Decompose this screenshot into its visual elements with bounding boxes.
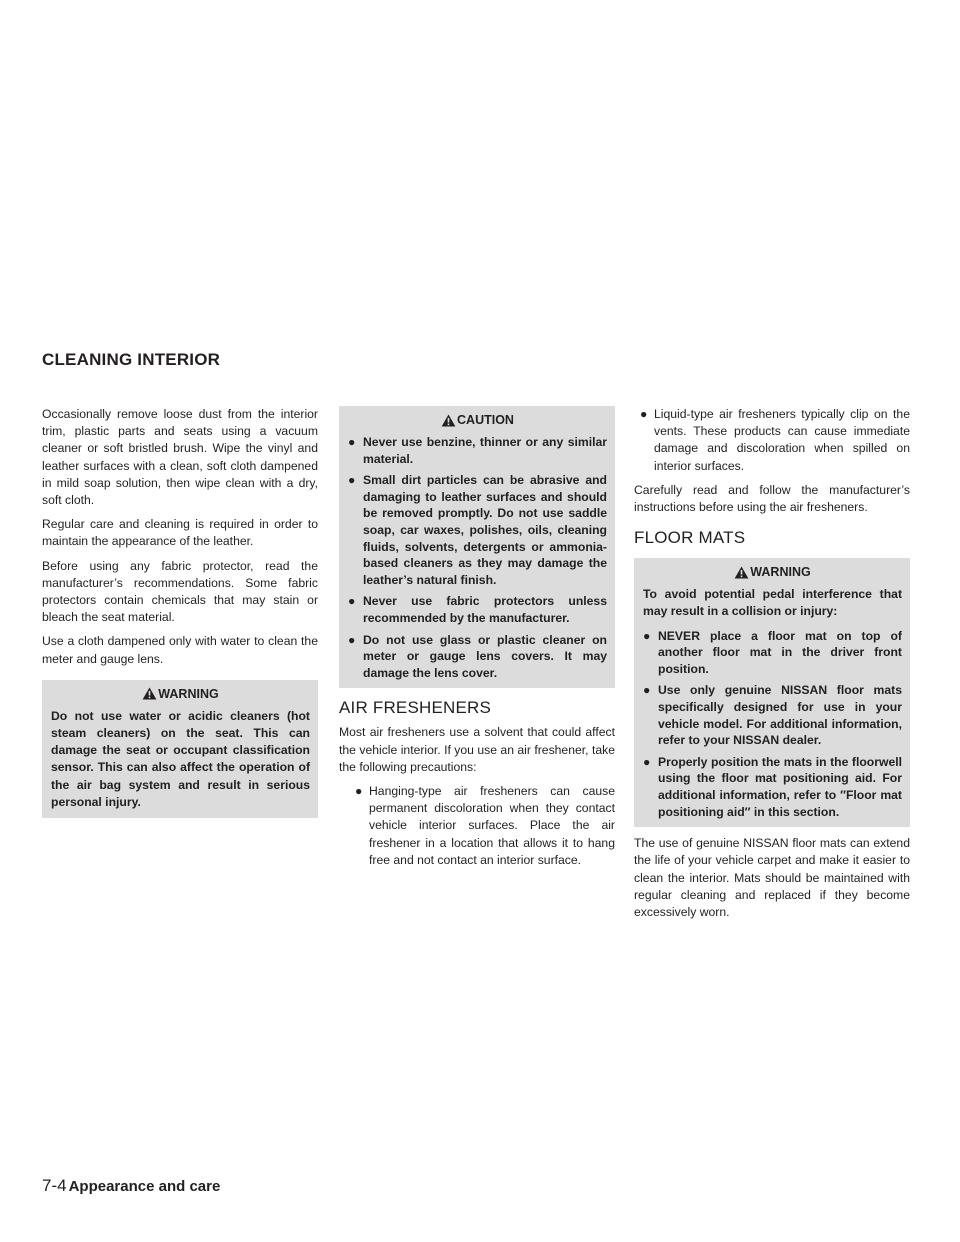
warning-triangle-icon (734, 566, 749, 579)
bullet-icon: ● (643, 754, 651, 769)
section-title: CLEANING INTERIOR (42, 350, 221, 369)
paragraph: Use a cloth dampened only with water to clean the meter and gauge lens. (42, 634, 318, 666)
list-item: ● NEVER place a floor mat on top of another floor mat in the driver front position. (643, 628, 902, 676)
bullet-icon: ● (355, 783, 363, 798)
floor-mats-heading: FLOOR MATS (634, 528, 746, 548)
warning-triangle-icon (441, 414, 456, 427)
seat-warning-box (42, 680, 318, 818)
column-3 (634, 406, 910, 928)
list-item: ● Small dirt particles can be abrasive and damaging to leather surfaces and should be removed promptly. Do not use saddle soap, car waxes, polishes, oils, cleaning fluids, solvents, detergents or ammonia-based cleaners as they may damage the leather’s natural finish. (348, 473, 607, 587)
air-freshener-list (339, 783, 615, 869)
list-item: ● Use only genuine NISSAN floor mats specifically designed for use in your vehicle model. For additional information, refer to your NISSAN dealer. (643, 683, 902, 748)
floor-mat-warning-list (643, 628, 902, 821)
paragraph: Regular care and cleaning is required in order to maintain the appearance of the leather. (42, 517, 318, 549)
bullet-icon: ● (643, 628, 651, 643)
column-2 (339, 406, 615, 876)
paragraph: Most air fresheners use a solvent that could affect the vehicle interior. If you use an air freshener, take the following precautions: (339, 725, 615, 774)
paragraph: Carefully read and follow the manufacturer’s instructions before using the air fresheners. (634, 482, 910, 515)
warning-intro: To avoid potential pedal interference that may result in a collision or injury: (643, 587, 902, 619)
caution-list (348, 434, 607, 681)
floor-mat-warning-box (634, 558, 910, 827)
list-item: ● Properly position the mats in the floorwell using the floor mat positioning aid. For additional information, refer to ″Floor mat positioning aid″ in this section. (643, 754, 902, 819)
page-footer (42, 1176, 220, 1196)
page-number: 7-4 (42, 1176, 67, 1195)
list-item: ● Liquid-type air fresheners typically clip on the vents. These products can cause immediate damage and discoloration when spilled on interior surfaces. (640, 407, 910, 473)
paragraph: Before using any fabric protector, read the manufacturer’s recommendations. Some fabric protectors contain chemicals that may stain or bleach the seat material. (42, 558, 318, 625)
warning-text: Do not use water or acidic cleaners (hot steam cleaners) on the seat. This can damage the seat or occupant classification sensor. This can also affect the operation of the air bag system and result in serious personal injury. (51, 708, 310, 809)
air-fresheners-heading: AIR FRESHENERS (339, 698, 492, 718)
list-item: ● Never use fabric protectors unless recommended by the manufacturer. (348, 594, 607, 625)
warning-header (643, 564, 902, 580)
paragraph: The use of genuine NISSAN floor mats can extend the life of your vehicle carpet and make it easier to clean the interior. Mats should be maintained with regular cleaning and replaced if they become excessively worn. (634, 836, 910, 919)
bullet-icon: ● (348, 435, 356, 449)
caution-box (339, 406, 615, 688)
column-1 (42, 406, 318, 826)
chapter-title: Appearance and care (68, 1178, 221, 1195)
warning-title: WARNING (158, 686, 219, 701)
bullet-icon: ● (348, 594, 356, 609)
list-item: ● Do not use glass or plastic cleaner on meter or gauge lens covers. It may damage the lens cover. (348, 632, 607, 680)
caution-title: CAUTION (457, 413, 514, 427)
bullet-icon: ● (348, 632, 356, 647)
bullet-icon: ● (348, 473, 356, 488)
list-item: ● Never use benzine, thinner or any similar material. (348, 435, 607, 466)
bullet-icon: ● (640, 407, 648, 421)
air-freshener-list-continued (634, 406, 910, 475)
warning-triangle-icon (142, 687, 157, 700)
warning-header (51, 686, 310, 702)
caution-header (348, 412, 607, 428)
list-item: ● Hanging-type air fresheners can cause permanent discoloration when they contact vehicle interior surfaces. Place the air freshener in a location that allows it to hang free and not contact an interior surface. (355, 783, 615, 867)
paragraph: Occasionally remove loose dust from the interior trim, plastic parts and seats using a vacuum cleaner or soft bristled brush. Wipe the vinyl and leather surfaces with a clean, soft cloth dampened in mild soap solution, then wipe clean with a dry, soft cloth. (42, 407, 318, 508)
warning-title: WARNING (750, 565, 811, 580)
bullet-icon: ● (643, 683, 651, 698)
